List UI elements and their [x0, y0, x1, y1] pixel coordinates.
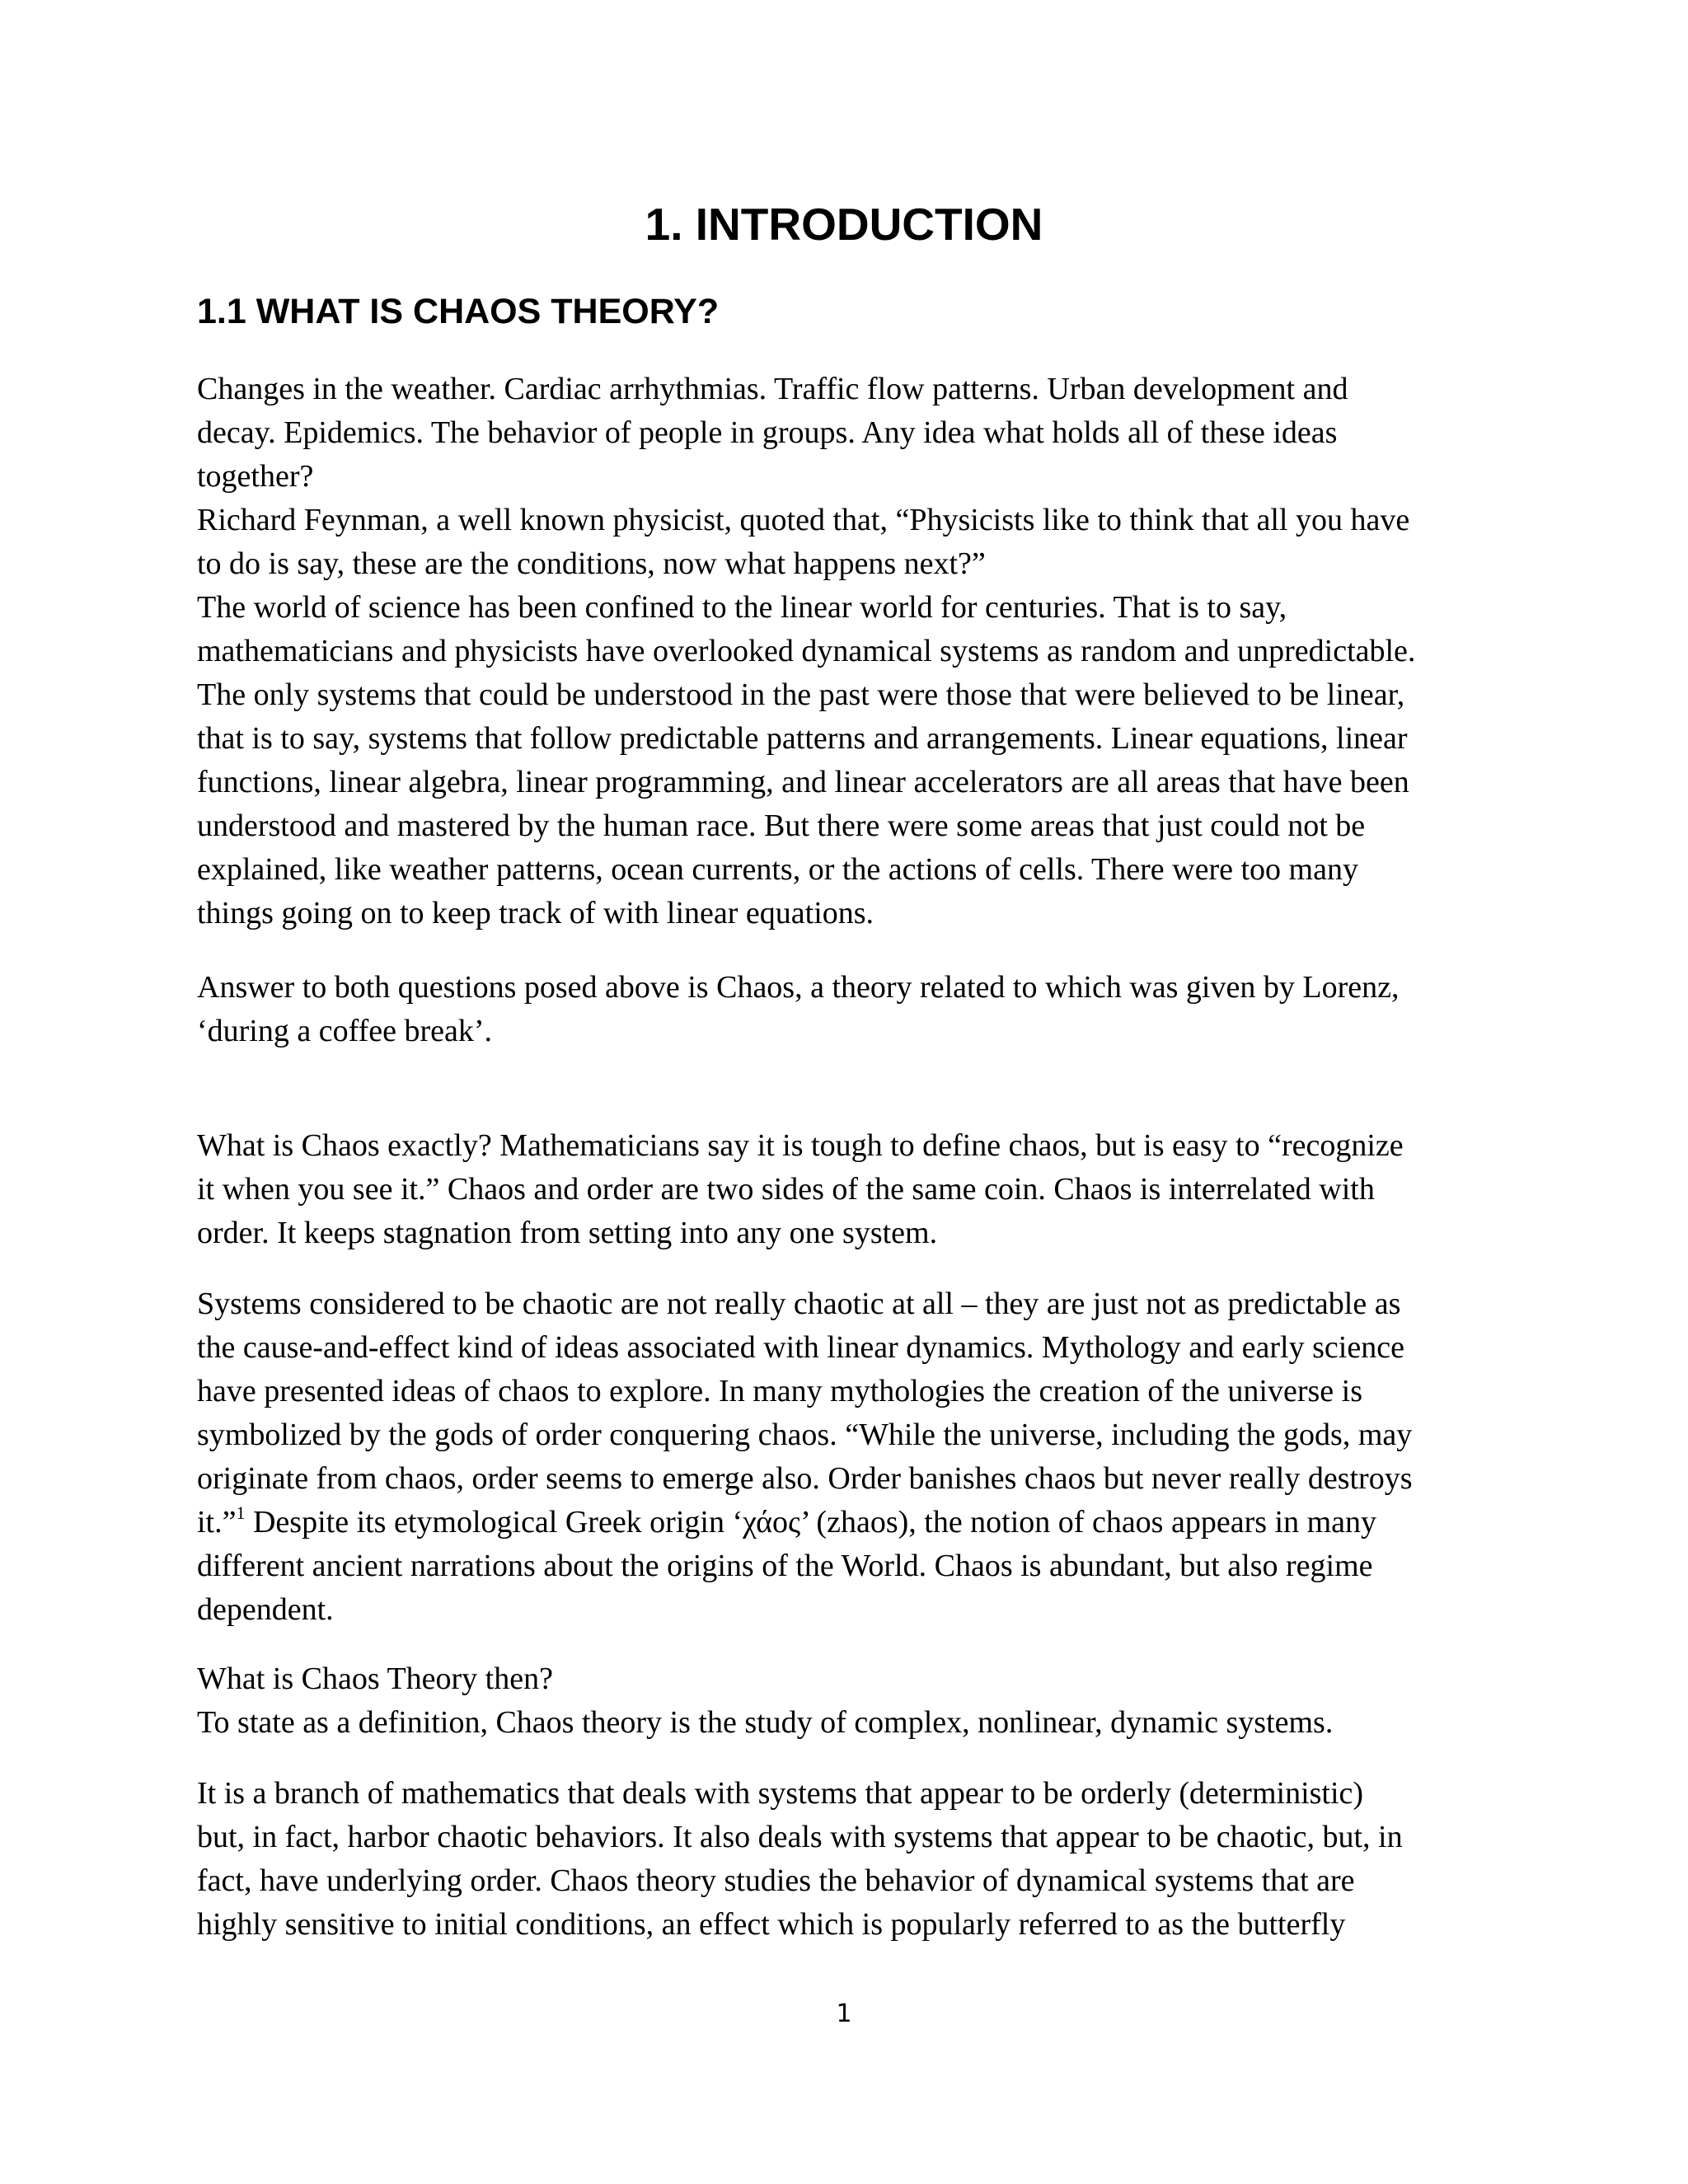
chapter-title: 1. INTRODUCTION	[645, 199, 1043, 250]
text-line: understood and mastered by the human race. But there were some areas that just could not be	[197, 808, 1366, 843]
text-line: the cause-and-effect kind of ideas associated with linear dynamics. Mythology and early science	[197, 1330, 1404, 1365]
text-line: functions, linear algebra, linear programming, and linear accelerators are all areas that have been	[197, 765, 1409, 799]
text-line: dependent.	[197, 1592, 334, 1627]
text-line: decay. Epidemics. The behavior of people in groups. Any idea what holds all of these ideas	[197, 415, 1338, 450]
text-line: but, in fact, harbor chaotic behaviors. It also deals with systems that appear to be chaotic, but, in	[197, 1820, 1403, 1854]
footnote-before: it.”	[197, 1505, 237, 1540]
text-line: things going on to keep track of with linear equations.	[197, 896, 874, 930]
paragraph-what-is-chaos	[197, 1124, 1495, 1255]
page-number: 1	[836, 1999, 852, 2028]
text-line: it when you see it.” Chaos and order are two sides of the same coin. Chaos is interrelated with	[197, 1172, 1375, 1207]
text-line-with-footnote	[197, 1501, 1495, 1544]
text-line: The world of science has been confined to the linear world for centuries. That is to say,	[197, 590, 1287, 625]
text-line: mathematicians and physicists have overlooked dynamical systems as random and unpredictable.	[197, 634, 1416, 668]
paragraph-intro	[197, 368, 1495, 935]
footnote-after: Despite its etymological Greek origin ‘χάος’ (zhaos), the notion of chaos appears in many	[245, 1505, 1376, 1540]
paragraph-systems	[197, 1282, 1495, 1632]
text-line: Answer to both questions posed above is Chaos, a theory related to which was given by Lorenz,	[197, 970, 1400, 1005]
text-line: To state as a definition, Chaos theory is the study of complex, nonlinear, dynamic systems.	[197, 1705, 1334, 1740]
text-line: highly sensitive to initial conditions, an effect which is popularly referred to as the butterfly	[197, 1907, 1346, 1942]
text-line: different ancient narrations about the origins of the World. Chaos is abundant, but also regime	[197, 1549, 1373, 1583]
text-line: have presented ideas of chaos to explore. In many mythologies the creation of the universe is	[197, 1374, 1362, 1408]
text-line: ‘during a coffee break’.	[197, 1014, 492, 1048]
text-line: to do is say, these are the conditions, now what happens next?”	[197, 546, 986, 581]
text-line: explained, like weather patterns, ocean currents, or the actions of cells. There were too many	[197, 852, 1358, 887]
text-line: What is Chaos Theory then?	[197, 1661, 553, 1696]
paragraph-what-is-chaos-theory	[197, 1657, 1495, 1745]
text-line: What is Chaos exactly? Mathematicians say it is tough to define chaos, but is easy to “recognize	[197, 1128, 1404, 1163]
text-line: fact, have underlying order. Chaos theory studies the behavior of dynamical systems that are	[197, 1863, 1355, 1898]
text-line: It is a branch of mathematics that deals with systems that appear to be orderly (deterministic)	[197, 1776, 1364, 1811]
text-line: Richard Feynman, a well known physicist, quoted that, “Physicists like to think that all you have	[197, 503, 1410, 537]
text-line: originate from chaos, order seems to emerge also. Order banishes chaos but never really destroys	[197, 1461, 1413, 1496]
footnote-marker: 1	[236, 1502, 246, 1523]
text-line: that is to say, systems that follow predictable patterns and arrangements. Linear equations, linear	[197, 721, 1408, 756]
text-line: Changes in the weather. Cardiac arrhythmias. Traffic flow patterns. Urban development and	[197, 372, 1348, 406]
text-line: Systems considered to be chaotic are not really chaotic at all – they are just not as predictable as	[197, 1286, 1401, 1321]
paragraph-answer	[197, 966, 1495, 1053]
paragraph-branch-of-math	[197, 1772, 1495, 1947]
text-line: The only systems that could be understood in the past were those that were believed to be linear,	[197, 677, 1405, 712]
text-line: order. It keeps stagnation from setting into any one system.	[197, 1216, 938, 1250]
text-line: symbolized by the gods of order conquering chaos. “While the universe, including the gods, may	[197, 1418, 1413, 1452]
text-line: together?	[197, 459, 314, 494]
section-title: 1.1 WHAT IS CHAOS THEORY?	[197, 292, 720, 331]
